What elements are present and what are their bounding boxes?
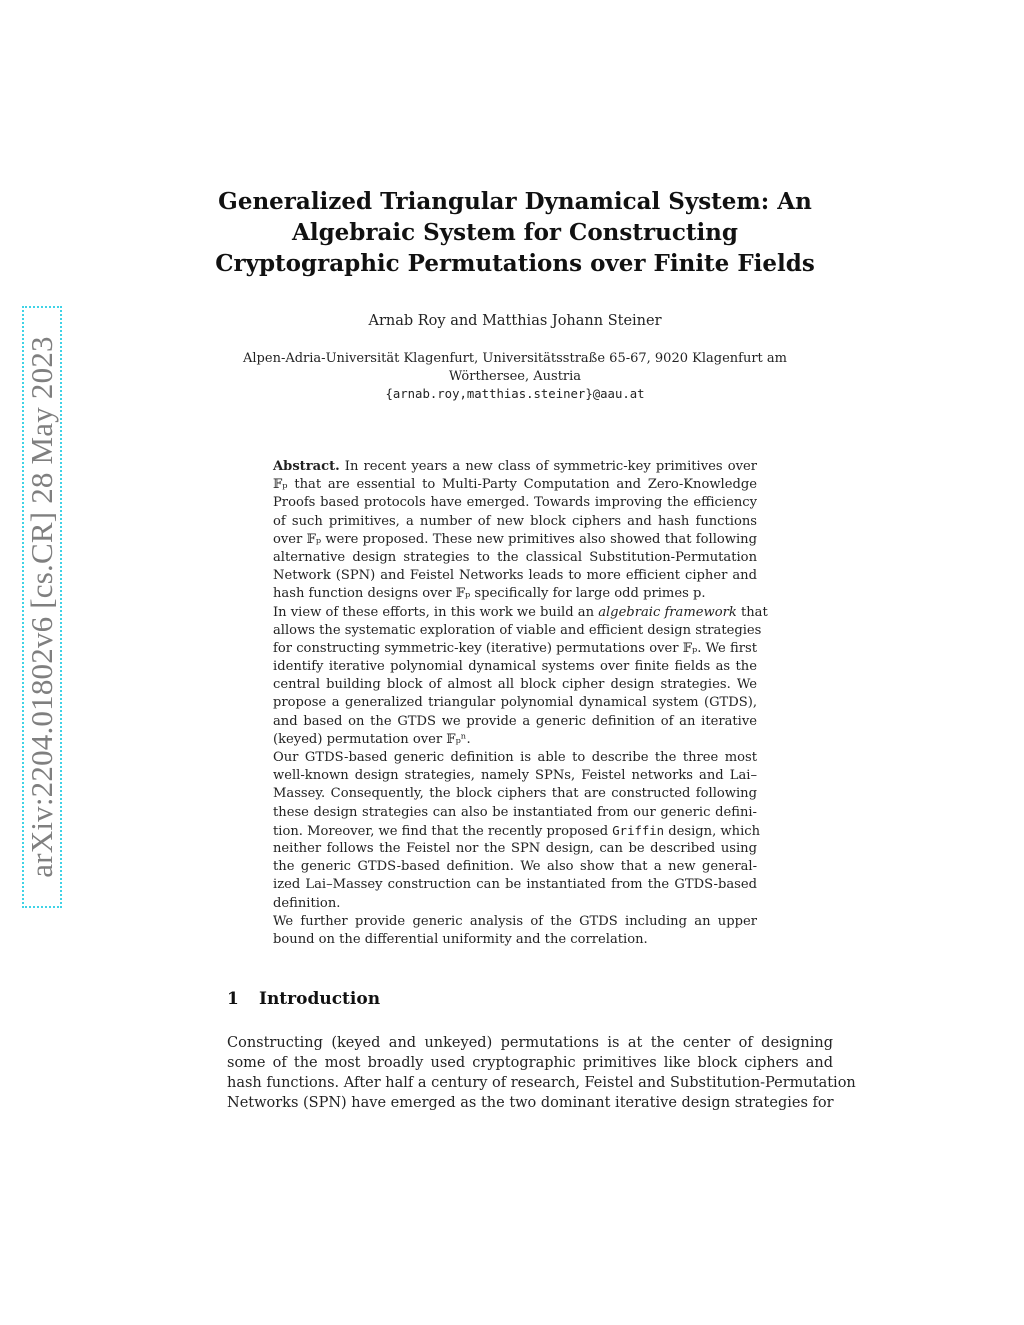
abstract-line: hash function designs over 𝔽ₚ specifically for large odd primes p. bbox=[273, 586, 706, 602]
abstract-label: Abstract. bbox=[273, 459, 340, 474]
abstract-line: definition. bbox=[273, 895, 341, 911]
abstract-line: ized Lai–Massey construction can be instantiated from the GTDS-based bbox=[273, 877, 757, 893]
abstract-line: tion. Moreover, we find that the recently proposed Griffin design, which bbox=[273, 823, 761, 839]
griffin-name: Griffin bbox=[612, 823, 665, 838]
abstract-line: Our GTDS-based generic definition is able to describe the three most bbox=[273, 750, 757, 765]
abstract-line: for constructing symmetric-key (iterative) permutations over 𝔽ₚ. We first bbox=[273, 640, 757, 656]
abstract-line: neither follows the Feistel nor the SPN design, can be described using bbox=[273, 840, 757, 856]
abstract-line: over 𝔽ₚ were proposed. These new primitives also showed that following bbox=[273, 531, 757, 547]
abstract bbox=[273, 458, 768, 949]
abstract-line: (keyed) permutation over 𝔽ₚⁿ. bbox=[273, 731, 471, 747]
title-line: Cryptographic Permutations over Finite Fields bbox=[215, 250, 815, 277]
abstract-line: and based on the GTDS we provide a generic definition of an iterative bbox=[273, 713, 757, 729]
section-heading bbox=[227, 989, 380, 1009]
abstract-line: We further provide generic analysis of the GTDS including an upper bbox=[273, 913, 757, 929]
section-title: Introduction bbox=[259, 989, 381, 1009]
abstract-line: Network (SPN) and Feistel Networks leads to more efficient cipher and bbox=[273, 568, 757, 584]
introduction-text bbox=[227, 1033, 856, 1113]
abstract-line: Massey. Consequently, the block ciphers that are constructed following bbox=[273, 786, 757, 802]
abstract-line: 𝔽ₚ that are essential to Multi-Party Computation and Zero-Knowledge bbox=[273, 477, 757, 493]
abstract-line: propose a generalized triangular polynomial dynamical system (GTDS), bbox=[273, 695, 757, 711]
arxiv-identifier: arXiv:2204.01802v6 [cs.CR] 28 May 2023 bbox=[24, 336, 59, 878]
abstract-line: In view of these efforts, in this work we build an algebraic framework that bbox=[273, 604, 768, 620]
affiliation-line: Alpen-Adria-Universität Klagenfurt, Universitätsstraße 65-67, 9020 Klagenfurt am bbox=[243, 351, 787, 366]
abstract-line: well-known design strategies, namely SPNs, Feistel networks and Lai– bbox=[273, 768, 757, 784]
title-line: Generalized Triangular Dynamical System: An bbox=[218, 188, 812, 215]
abstract-line: the generic GTDS-based definition. We also show that a new general- bbox=[273, 859, 757, 875]
affiliation bbox=[200, 350, 830, 386]
arxiv-stamp bbox=[22, 306, 62, 908]
intro-line: some of the most broadly used cryptographic primitives like block ciphers and bbox=[227, 1055, 833, 1071]
section-number: 1 bbox=[227, 989, 239, 1009]
author-email: {arnab.roy,matthias.steiner}@aau.at bbox=[385, 387, 645, 401]
abstract-line: central building block of almost all block cipher design strategies. We bbox=[273, 677, 757, 693]
title-line: Algebraic System for Constructing bbox=[292, 219, 738, 246]
abstract-line: these design strategies can also be instantiated from our generic defini- bbox=[273, 804, 757, 820]
intro-line: Networks (SPN) have emerged as the two dominant iterative design strategies for bbox=[227, 1095, 834, 1111]
authors: Arnab Roy and Matthias Johann Steiner bbox=[368, 313, 662, 329]
abstract-line: alternative design strategies to the classical Substitution-Permutation bbox=[273, 549, 757, 565]
intro-line: hash functions. After half a century of research, Feistel and Substitution-Permutation bbox=[227, 1075, 856, 1091]
emphasis: algebraic framework bbox=[598, 604, 737, 620]
abstract-line: allows the systematic exploration of viable and efficient design strategies bbox=[273, 622, 762, 638]
intro-line: Constructing (keyed and unkeyed) permutations is at the center of designing bbox=[227, 1035, 833, 1051]
paper-title bbox=[200, 186, 830, 279]
affiliation-line: Wörthersee, Austria bbox=[448, 369, 582, 384]
abstract-line: identify iterative polynomial dynamical systems over finite fields as the bbox=[273, 659, 757, 675]
abstract-line: Abstract. In recent years a new class of symmetric-key primitives over bbox=[273, 459, 757, 474]
abstract-line: Proofs based protocols have emerged. Towards improving the efficiency bbox=[273, 495, 757, 511]
abstract-line: bound on the differential uniformity and the correlation. bbox=[273, 931, 648, 947]
abstract-line: of such primitives, a number of new block ciphers and hash functions bbox=[273, 513, 757, 529]
